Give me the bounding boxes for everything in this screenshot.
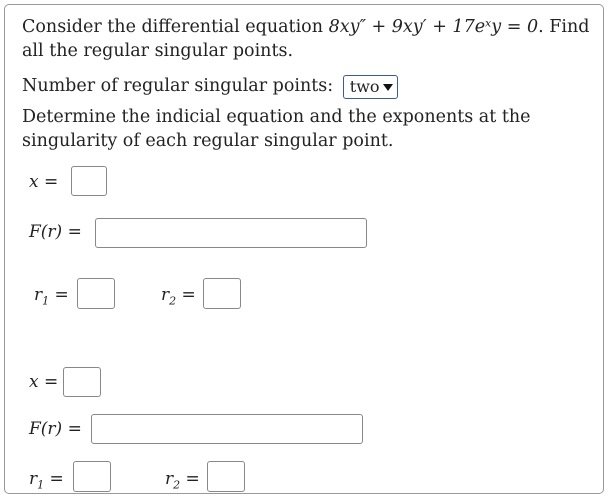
problem-panel	[4, 4, 604, 494]
count-dropdown[interactable]	[343, 75, 398, 99]
r2-2-label: $r_2$ =	[165, 469, 200, 492]
f2-input[interactable]	[91, 414, 363, 444]
r1-2-label: $r_1$ =	[29, 469, 64, 492]
f1-label: F(r) =	[29, 222, 82, 242]
question-text	[22, 15, 592, 63]
x1-label: x =	[29, 172, 59, 192]
x1-input[interactable]	[71, 166, 107, 196]
r2-2-input[interactable]	[207, 461, 245, 492]
count-label: Number of regular singular points:	[22, 76, 334, 96]
instruction-text: Determine the indicial equation and the exponents at the singularity of each regular singular point.	[22, 107, 531, 151]
f1-input[interactable]	[95, 218, 367, 248]
question-equation: 8xy″ + 9xy′ + 17eˣy = 0	[328, 17, 539, 37]
r2-1-label: $r_2$ =	[161, 285, 196, 308]
question-suffix: . Find all the regular singular points.	[22, 17, 590, 61]
dropdown-arrow-icon	[383, 84, 393, 91]
count-selected: two	[349, 76, 380, 96]
x2-label: x =	[29, 372, 59, 392]
r1-2-input[interactable]	[73, 461, 111, 492]
r2-1-input[interactable]	[203, 278, 241, 309]
r1-1-input[interactable]	[77, 278, 115, 309]
count-row	[22, 72, 398, 100]
r1-1-label: $r_1$ =	[34, 285, 69, 308]
x2-input[interactable]	[63, 367, 101, 397]
f2-label: F(r) =	[29, 419, 82, 439]
question-prefix: Consider the differential equation	[22, 17, 329, 37]
